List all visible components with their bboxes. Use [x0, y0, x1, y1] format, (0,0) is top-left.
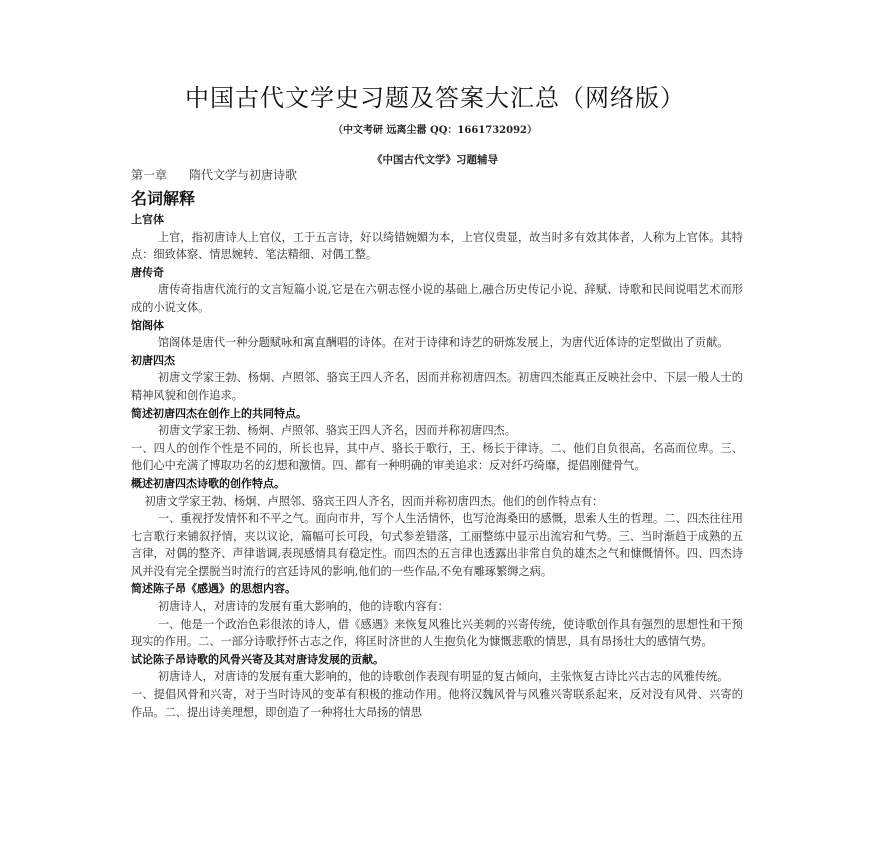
guide-title: 《中国古代文学》习题辅导 — [372, 154, 498, 166]
entry-paragraph: 上官，指初唐诗人上官仪，工于五言诗，好以绮错婉媚为本，上官仪贵显，故当时多有效其体者，人称为上官体。其特点：细致体察、情思婉转、笔法精细、对偶工整。 — [131, 230, 743, 262]
entry-paragraph: 一、提倡风骨和兴寄，对于当时诗风的变革有积极的推动作用。他将汉魏风骨与风雅兴寄联系起来，反对没有风骨、兴寄的作品。二、提出诗美理想，即创造了一种将壮大昂扬的情思 — [131, 688, 743, 719]
document-title: 中国古代文学史习题及答案大汇总（网络版） — [185, 84, 685, 112]
chapter-label: 第一章 — [131, 168, 168, 182]
entry-paragraph: 唐传奇指唐代流行的文言短篇小说,它是在六朝志怪小说的基础上,融合历史传记小说、辞赋、诗歌和民间说唱艺术而形成的小说文体。 — [131, 283, 743, 314]
entry-paragraph: 初唐诗人，对唐诗的发展有重大影响的，他的诗歌创作表现有明显的复古倾向，主张恢复古诗比兴古志的风雅传统。 — [157, 670, 729, 684]
entry-term: 试论陈子昂诗歌的风骨兴寄及其对唐诗发展的贡献。 — [131, 652, 384, 666]
entry-term: 概述初唐四杰诗歌的创作特点。 — [131, 476, 285, 490]
chapter-heading — [131, 166, 297, 183]
entry-paragraph: 初唐诗人，对唐诗的发展有重大影响的，他的诗歌内容有： — [157, 600, 449, 614]
entry-term: 唐传奇 — [131, 265, 164, 279]
entry-term: 上官体 — [131, 213, 164, 226]
entry-term: 初唐四杰 — [131, 353, 175, 367]
entry-term: 简述陈子昂《感遇》的思想内容。 — [131, 582, 296, 596]
entry-paragraph: 馆阁体是唐代一种分题赋咏和寓直酬唱的诗体。在对于诗律和诗艺的研炼发展上，为唐代近体诗的定型做出了贡献。 — [157, 336, 729, 350]
entry-paragraph: 一、重视抒发情怀和不平之气。面向市井，写个人生活情怀，也写沧海桑田的感慨，思索人生的哲理。二、四杰往往用七言歌行来铺叙抒情，夹以议论，篇幅可长可段，句式参差错落，工丽整练中显示出流宕和气势。三、当时渐趋于成熟的五言律，对偶的整齐、声律谐调,表现感情具有稳定性。而四杰的五言律也透露出非常自负的雄杰之气和慷慨情怀。四、四杰诗风并没有完全摆脱当时流行的宫廷诗风的影响,他们的一些作品,不免有雕琢繁缛之病。 — [131, 512, 743, 578]
section-title: 名词解释 — [131, 189, 196, 208]
entry-term: 简述初唐四杰在创作上的共同特点。 — [131, 406, 307, 420]
entry-paragraph: 一、四人的创作个性是不同的，所长也异，其中卢、骆长于歌行，王、杨长于律诗。二、他们自负很高，名高而位卑。三、他们心中充满了博取功名的幻想和激情。四、都有一种明确的审美追求：反对纤巧绮靡，提倡刚健骨气。 — [131, 441, 743, 473]
entry-paragraph: 初唐文学家王勃、杨炯、卢照邻、骆宾王四人齐名，因而并称初唐四杰。 — [157, 424, 516, 438]
entry-paragraph: 一、他是一个政治色彩很浓的诗人，借《感遇》来恢复风雅比兴美刺的兴寄传统，使诗歌创作具有强烈的思想性和干预现实的作用。二、一部分诗歌抒怀古志之作，将匡时济世的人生抱负化为慷慨悲歌的情思，具有昂扬壮大的感情气势。 — [131, 617, 743, 649]
chapter-title: 隋代文学与初唐诗歌 — [189, 168, 298, 182]
document-subtitle: （中文考研 远离尘嚣 QQ：1661732092） — [333, 125, 537, 136]
entries-body — [131, 211, 743, 721]
entry-paragraph: 初唐文学家王勃、杨炯、卢照邻、骆宾王四人齐名，因而并称初唐四杰。他们的创作特点有： — [144, 494, 604, 508]
entry-term: 馆阁体 — [131, 318, 164, 332]
entry-paragraph: 初唐文学家王勃、杨炯、卢照邻、骆宾王四人齐名，因而并称初唐四杰。初唐四杰能真正反映社会中、下层一般人士的精神风貌和创作追求。 — [131, 371, 743, 402]
